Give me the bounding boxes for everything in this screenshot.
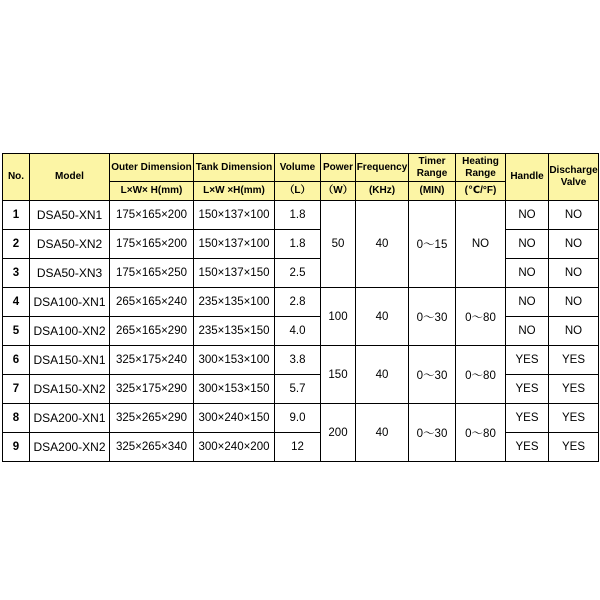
header-heating-range: Heating Range bbox=[456, 154, 506, 182]
header-power-unit: （W） bbox=[321, 182, 356, 201]
cell-volume: 5.7 bbox=[275, 375, 321, 404]
cell-tank-dimension: 150×137×100 bbox=[194, 201, 275, 230]
cell-volume: 3.8 bbox=[275, 346, 321, 375]
cell-no: 7 bbox=[3, 375, 30, 404]
cell-timer-range: 0～15 bbox=[409, 201, 456, 288]
cell-discharge-valve: NO bbox=[549, 317, 599, 346]
cell-discharge-valve: NO bbox=[549, 259, 599, 288]
cell-no: 3 bbox=[3, 259, 30, 288]
cell-frequency: 40 bbox=[356, 288, 409, 346]
cell-discharge-valve: YES bbox=[549, 433, 599, 462]
cell-tank-dimension: 300×153×150 bbox=[194, 375, 275, 404]
cell-model: DSA100-XN2 bbox=[30, 317, 110, 346]
cell-handle: NO bbox=[506, 317, 549, 346]
header-heating-range-unit: (℃/°F) bbox=[456, 182, 506, 201]
header-tank-dimension: Tank Dimension bbox=[194, 154, 275, 182]
header-handle: Handle bbox=[506, 154, 549, 201]
header-tank-dimension-unit: L×W ×H(mm) bbox=[194, 182, 275, 201]
cell-outer-dimension: 175×165×250 bbox=[110, 259, 194, 288]
header-model: Model bbox=[30, 154, 110, 201]
cell-tank-dimension: 150×137×100 bbox=[194, 230, 275, 259]
table-row bbox=[3, 375, 599, 404]
cell-outer-dimension: 265×165×290 bbox=[110, 317, 194, 346]
cell-volume: 1.8 bbox=[275, 201, 321, 230]
table-row bbox=[3, 404, 599, 433]
cell-power: 100 bbox=[321, 288, 356, 346]
cell-heating-range: NO bbox=[456, 201, 506, 288]
cell-tank-dimension: 150×137×150 bbox=[194, 259, 275, 288]
header-outer-dimension-unit: L×W× H(mm) bbox=[110, 182, 194, 201]
table-row bbox=[3, 288, 599, 317]
cell-volume: 2.5 bbox=[275, 259, 321, 288]
cell-handle: YES bbox=[506, 404, 549, 433]
header-discharge-valve: Discharge Valve bbox=[549, 154, 599, 201]
cell-discharge-valve: NO bbox=[549, 201, 599, 230]
cell-outer-dimension: 325×265×290 bbox=[110, 404, 194, 433]
cell-outer-dimension: 265×165×240 bbox=[110, 288, 194, 317]
cell-power: 200 bbox=[321, 404, 356, 462]
cell-volume: 2.8 bbox=[275, 288, 321, 317]
cell-model: DSA150-XN2 bbox=[30, 375, 110, 404]
cell-outer-dimension: 325×175×240 bbox=[110, 346, 194, 375]
cell-handle: NO bbox=[506, 201, 549, 230]
cell-frequency: 40 bbox=[356, 201, 409, 288]
cell-volume: 12 bbox=[275, 433, 321, 462]
cell-tank-dimension: 300×153×100 bbox=[194, 346, 275, 375]
table-row bbox=[3, 346, 599, 375]
cell-handle: YES bbox=[506, 346, 549, 375]
cell-no: 9 bbox=[3, 433, 30, 462]
cell-handle: NO bbox=[506, 259, 549, 288]
header-frequency-unit: (KHz) bbox=[356, 182, 409, 201]
spec-table bbox=[2, 153, 599, 462]
cell-handle: NO bbox=[506, 230, 549, 259]
header-outer-dimension: Outer Dimension bbox=[110, 154, 194, 182]
cell-tank-dimension: 235×135×150 bbox=[194, 317, 275, 346]
header-volume: Volume bbox=[275, 154, 321, 182]
cell-outer-dimension: 325×175×290 bbox=[110, 375, 194, 404]
header-frequency: Frequency bbox=[356, 154, 409, 182]
cell-timer-range: 0～30 bbox=[409, 404, 456, 462]
cell-heating-range: 0～80 bbox=[456, 346, 506, 404]
cell-volume: 1.8 bbox=[275, 230, 321, 259]
cell-model: DSA100-XN1 bbox=[30, 288, 110, 317]
table-row bbox=[3, 230, 599, 259]
cell-tank-dimension: 235×135×100 bbox=[194, 288, 275, 317]
cell-handle: YES bbox=[506, 433, 549, 462]
cell-frequency: 40 bbox=[356, 404, 409, 462]
table-row bbox=[3, 201, 599, 230]
cell-model: DSA150-XN1 bbox=[30, 346, 110, 375]
cell-model: DSA50-XN2 bbox=[30, 230, 110, 259]
cell-timer-range: 0～30 bbox=[409, 346, 456, 404]
cell-outer-dimension: 175×165×200 bbox=[110, 201, 194, 230]
cell-discharge-valve: YES bbox=[549, 404, 599, 433]
cell-heating-range: 0～80 bbox=[456, 404, 506, 462]
cell-outer-dimension: 175×165×200 bbox=[110, 230, 194, 259]
cell-discharge-valve: NO bbox=[549, 230, 599, 259]
cell-discharge-valve: NO bbox=[549, 288, 599, 317]
cell-timer-range: 0～30 bbox=[409, 288, 456, 346]
cell-power: 50 bbox=[321, 201, 356, 288]
cell-model: DSA50-XN1 bbox=[30, 201, 110, 230]
cell-power: 150 bbox=[321, 346, 356, 404]
header-volume-unit: （L） bbox=[275, 182, 321, 201]
cell-model: DSA200-XN1 bbox=[30, 404, 110, 433]
cell-frequency: 40 bbox=[356, 346, 409, 404]
cell-no: 6 bbox=[3, 346, 30, 375]
cell-handle: NO bbox=[506, 288, 549, 317]
cell-heating-range: 0～80 bbox=[456, 288, 506, 346]
header-power: Power bbox=[321, 154, 356, 182]
cell-no: 5 bbox=[3, 317, 30, 346]
cell-outer-dimension: 325×265×340 bbox=[110, 433, 194, 462]
header-no: No. bbox=[3, 154, 30, 201]
header-timer-range-unit: (MIN) bbox=[409, 182, 456, 201]
cell-no: 8 bbox=[3, 404, 30, 433]
cell-model: DSA200-XN2 bbox=[30, 433, 110, 462]
cell-no: 4 bbox=[3, 288, 30, 317]
cell-model: DSA50-XN3 bbox=[30, 259, 110, 288]
table-row bbox=[3, 317, 599, 346]
cell-volume: 9.0 bbox=[275, 404, 321, 433]
table-row bbox=[3, 433, 599, 462]
cell-discharge-valve: YES bbox=[549, 375, 599, 404]
cell-no: 1 bbox=[3, 201, 30, 230]
cell-volume: 4.0 bbox=[275, 317, 321, 346]
header-timer-range: Timer Range bbox=[409, 154, 456, 182]
table-row bbox=[3, 259, 599, 288]
cell-tank-dimension: 300×240×150 bbox=[194, 404, 275, 433]
cell-no: 2 bbox=[3, 230, 30, 259]
cell-handle: YES bbox=[506, 375, 549, 404]
cell-discharge-valve: YES bbox=[549, 346, 599, 375]
cell-tank-dimension: 300×240×200 bbox=[194, 433, 275, 462]
